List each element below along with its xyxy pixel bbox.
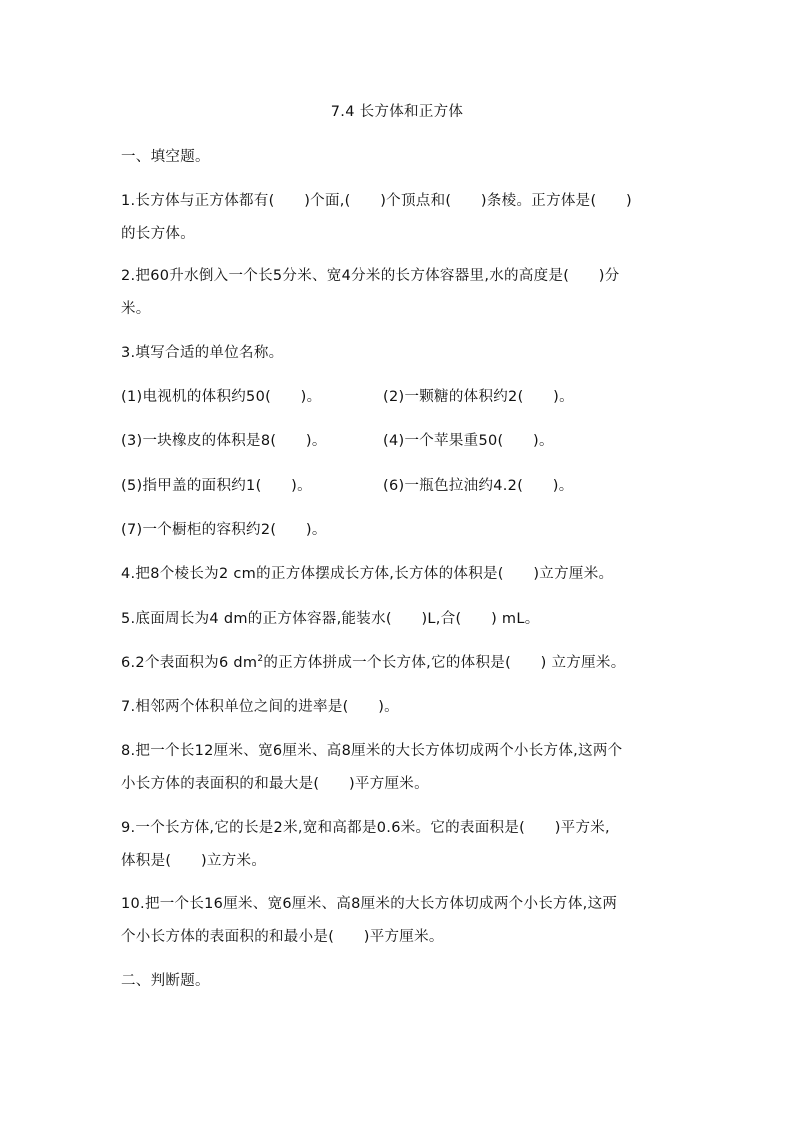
page-title: 7.4 长方体和正方体 [330, 104, 464, 120]
question-2-line-2: 米。 [121, 301, 151, 317]
question-6-superscript: 2 [257, 654, 264, 665]
question-2-line-1: 2.把60升水倒入一个长5分米、宽4分米的长方体容器里,水的高度是( )分 [121, 268, 620, 284]
question-6-text-before: 6.2个表面积为6 dm [121, 655, 258, 671]
question-8-line-2: 小长方体的表面积的和最大是( )平方厘米。 [121, 776, 429, 792]
question-3-item-5: (5)指甲盖的面积约1( )。 [121, 478, 312, 494]
question-10-line-1: 10.把一个长16厘米、宽6厘米、高8厘米的大长方体切成两个小长方体,这两 [121, 896, 618, 912]
question-10-line-2: 个小长方体的表面积的和最小是( )平方厘米。 [121, 929, 444, 945]
question-5: 5.底面周长为4 dm的正方体容器,能装水( )L,合( ) mL。 [121, 611, 540, 627]
question-3-item-3: (3)一块橡皮的体积是8( )。 [121, 433, 327, 449]
question-9-line-1: 9.一个长方体,它的长是2米,宽和高都是0.6米。它的表面积是( )平方米, [121, 820, 610, 836]
question-9-line-2: 体积是( )立方米。 [121, 853, 267, 869]
question-8-line-1: 8.把一个长12厘米、宽6厘米、高8厘米的大长方体切成两个小长方体,这两个 [121, 743, 623, 759]
section-true-false-heading: 二、判断题。 [121, 973, 210, 989]
question-6-text-after: 的正方体拼成一个长方体,它的体积是( ) 立方厘米。 [263, 655, 626, 671]
question-7: 7.相邻两个体积单位之间的进率是( )。 [121, 699, 399, 715]
question-3-item-2: (2)一颗糖的体积约2( )。 [383, 389, 574, 405]
question-3-item-7: (7)一个橱柜的容积约2( )。 [121, 522, 327, 538]
question-4: 4.把8个棱长为2 cm的正方体摆成长方体,长方体的体积是( )立方厘米。 [121, 566, 614, 582]
question-1-line-2: 的长方体。 [121, 226, 195, 242]
question-3-item-4: (4)一个苹果重50( )。 [383, 433, 554, 449]
question-3-item-1: (1)电视机的体积约50( )。 [121, 389, 322, 405]
question-6 [121, 653, 626, 673]
section-fill-in-heading: 一、填空题。 [121, 149, 210, 165]
question-3: 3.填写合适的单位名称。 [121, 345, 284, 361]
question-1-line-1: 1.长方体与正方体都有( )个面,( )个顶点和( )条棱。正方体是( ) [121, 193, 632, 209]
question-3-item-6: (6)一瓶色拉油约4.2( )。 [383, 478, 574, 494]
